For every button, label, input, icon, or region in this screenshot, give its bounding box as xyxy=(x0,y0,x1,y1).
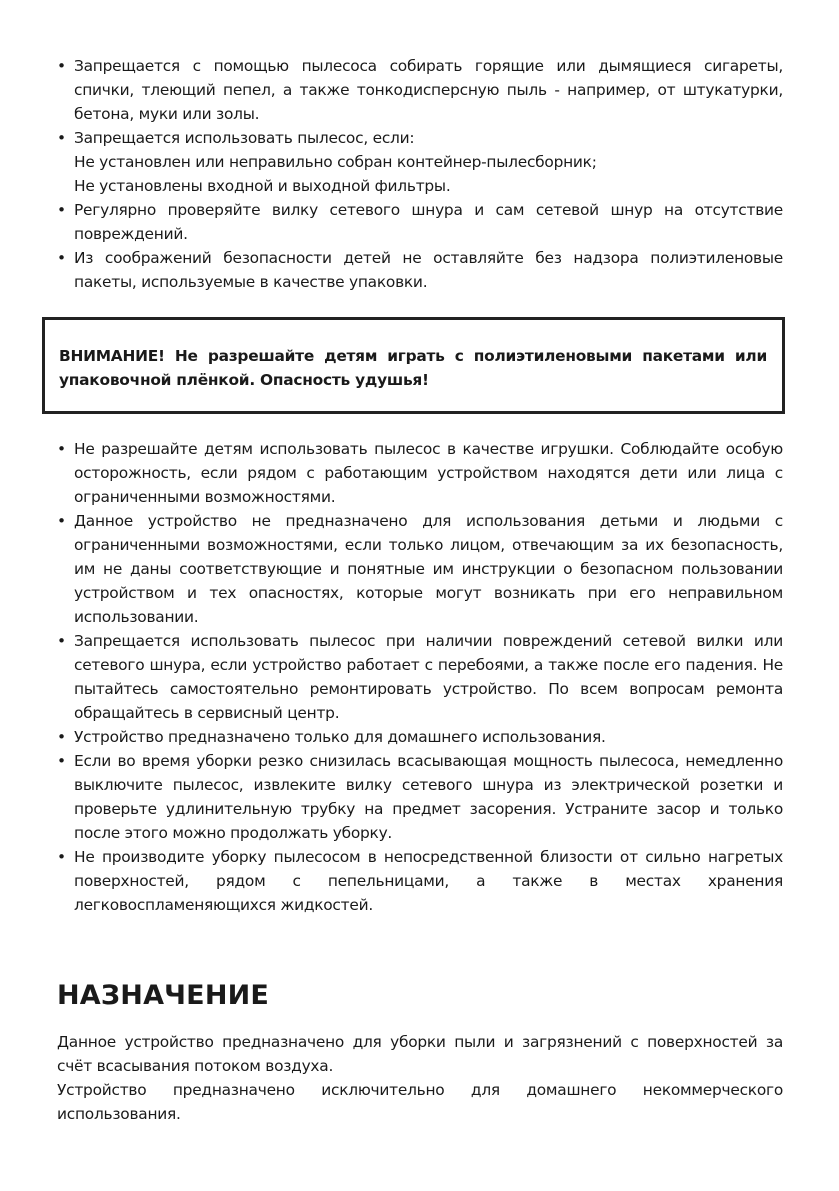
list-item-subline: Не установлены входной и выходной фильтры. xyxy=(74,177,451,195)
purpose-paragraph: Данное устройство предназначено для уборки пыли и загрязнений с поверхностей за счёт всасывания потоком воздуха. xyxy=(57,1033,783,1075)
purpose-section xyxy=(57,1030,783,1126)
list-item: • Запрещается использовать пылесос при наличии повреждений сетевой вилки или сетевого шнура, если устройство работает с перебоями, а также после его падения. Не пытайтесь самостоятельно ремонтировать устройство. По всем вопросам ремонта обращайтесь в сервисный центр. xyxy=(57,629,783,725)
safety-list-bottom xyxy=(57,437,783,917)
list-item-intro: • Запрещается использовать пылесос, если: xyxy=(74,129,415,147)
list-item: • Регулярно проверяйте вилку сетевого шнура и сам сетевой шнур на отсутствие повреждений. xyxy=(57,198,783,246)
list-item xyxy=(57,126,783,198)
section-title: НАЗНАЧЕНИЕ xyxy=(57,980,270,1011)
list-item-subline: Не установлен или неправильно собран контейнер-пылесборник; xyxy=(74,153,597,171)
list-item: • Запрещается с помощью пылесоса собирать горящие или дымящиеся сигареты, спички, тлеющий пепел, а также тонкодисперсную пыль - например, от штукатурки, бетона, муки или золы. xyxy=(57,54,783,126)
purpose-paragraph xyxy=(57,1078,783,1126)
warning-text: ВНИМАНИЕ! Не разрешайте детям играть с полиэтиленовыми пакетами или упаковочной плёнкой. Опасность удушья! xyxy=(59,347,767,389)
list-item: • Данное устройство не предназначено для использования детьми и людьми с ограниченными возможностями, если только лицом, отвечающим за их безопасность, им не даны соответствующие и понятные им инструкции о безопасном пользовании устройством и тех опасностях, которые могут возникать при его неправильном использовании. xyxy=(57,509,783,629)
warning-box xyxy=(42,317,785,414)
list-item: • Не производите уборку пылесосом в непосредственной близости от сильно нагретых поверхностей, рядом с пепельницами, а также в местах хранения легковоспламеняющихся жидкостей. xyxy=(57,845,783,917)
list-item: • Устройство предназначено только для домашнего использования. xyxy=(57,725,783,749)
list-item: • Из соображений безопасности детей не оставляйте без надзора полиэтиленовые пакеты, используемые в качестве упаковки. xyxy=(57,246,783,294)
purpose-line: Устройство предназначено исключительно для домашнего некоммерческого xyxy=(57,1081,783,1099)
list-item: • Если во время уборки резко снизилась всасывающая мощность пылесоса, немедленно выключите пылесос, извлеките вилку сетевого шнура из электрической розетки и проверьте удлинительную трубку на предмет засорения. Устраните засор и только после этого можно продолжать уборку. xyxy=(57,749,783,845)
list-item: • Не разрешайте детям использовать пылесос в качестве игрушки. Соблюдайте особую осторожность, если рядом с работающим устройством находятся дети или лица с ограниченными возможностями. xyxy=(57,437,783,509)
purpose-line: использования. xyxy=(57,1105,181,1123)
safety-list-top xyxy=(57,54,783,294)
